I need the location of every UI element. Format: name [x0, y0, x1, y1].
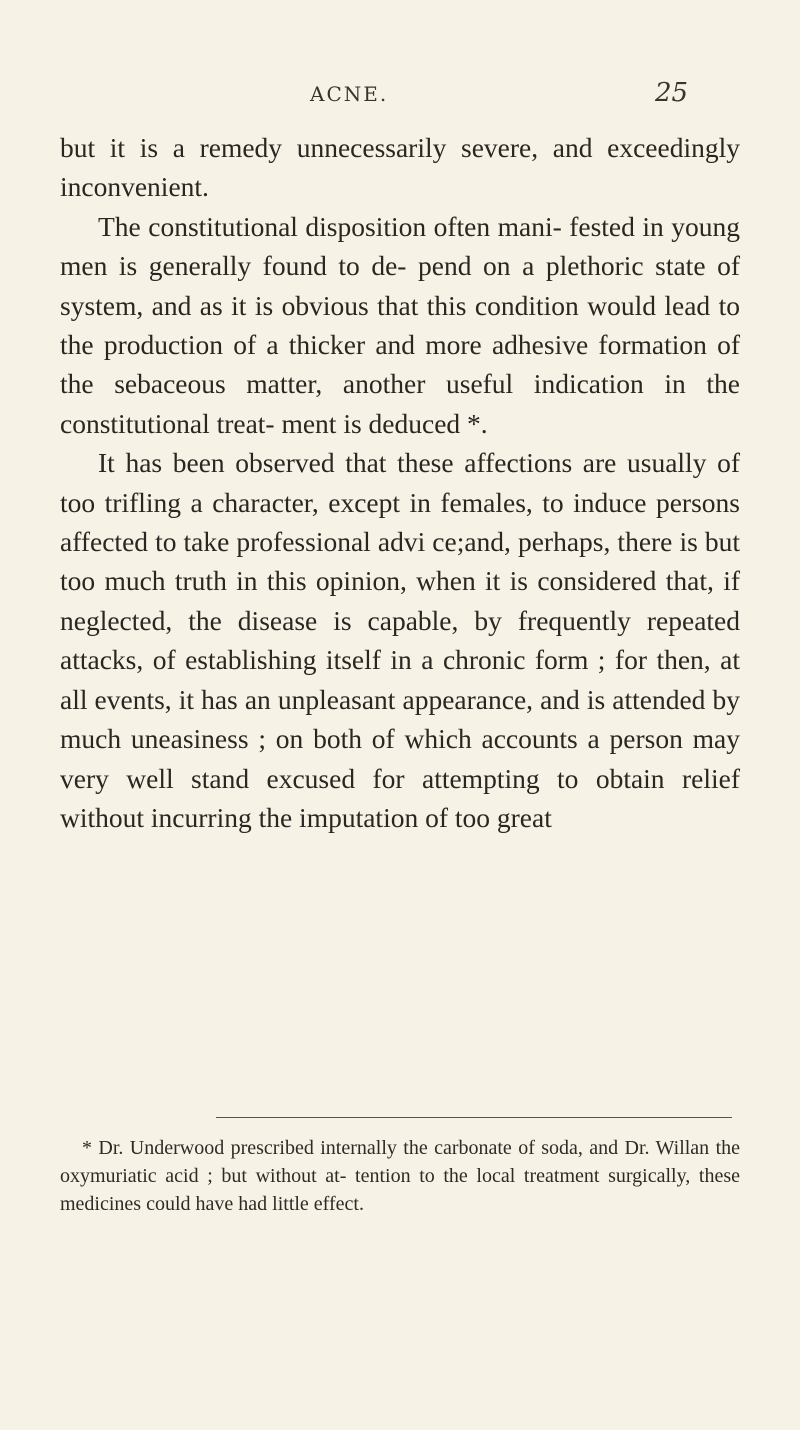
paragraph-2: The constitutional disposition often mani- fested in young men is generally found to de- pend on a plethoric state of system, and as it is obvious that this condition would lead to the production of a thicker and more adhesive formation of the sebaceous matter, another useful indication in the constitutional treat- ment is deduced *. — [60, 210, 740, 439]
footnote-divider — [216, 1117, 732, 1118]
page-number: 25 — [655, 78, 689, 108]
paragraph-3: It has been observed that these affections are usually of too trifling a character, except in females, to induce persons affected to take professional advi ce;and, perhaps, there is but too much truth in this opinion, when it is considered that, if neglected, the disease is capable, by frequently repeated attacks, of establishing itself in a chronic form ; for then, at all events, it has an unpleasant appearance, and is attended by much uneasiness ; on both of which accounts a person may very well stand excused for attempting to obtain relief without incurring the imputation of too great — [60, 447, 740, 833]
body-text — [60, 128, 740, 837]
running-head: ACNE. — [310, 82, 389, 106]
footnote: * Dr. Underwood prescribed internally the carbonate of soda, and Dr. Willan the oxymuriatic acid ; but without at- tention to the local treatment surgically, these medicines could have had little effect. — [60, 1137, 740, 1215]
paragraph-1: but it is a remedy unnecessarily severe, and exceedingly inconvenient. — [60, 132, 740, 203]
